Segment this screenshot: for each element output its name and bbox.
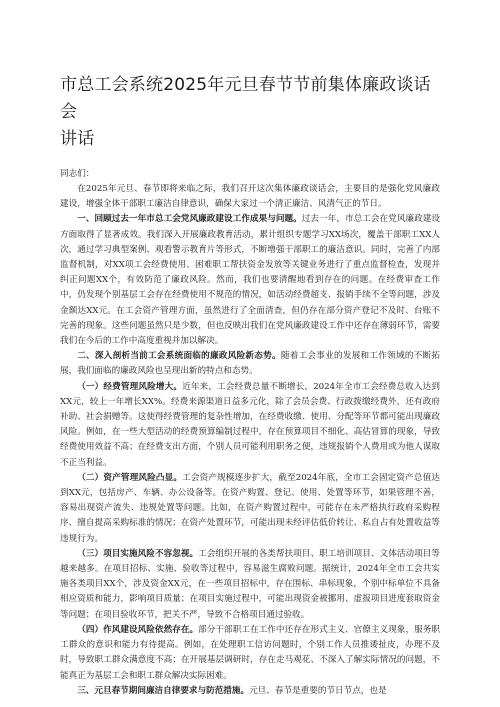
subsection-heading: （二）资产管理风险凸显。	[77, 472, 183, 483]
subsection-funds-risk	[60, 380, 440, 471]
paragraph-text: 过去一年，市总工会在党风廉政建设方面取得了显著成效。我们深入开展廉政教育活动，累计组织专题学习XX场次，覆盖干部职工XX人次，通过学习典型案例、观看警示教育片等形式，不断增强干部职工的廉洁意识。同时，完善了内部监督机制，对XX项工会经费使用、困难职工帮扶资金发放等关键业务进行了重点监督检查，发现并纠正问题XX个，有效防范了廉政风险。然而，我们也要清醒地看到存在的问题。在经费审查工作中，仍发现个别基层工会存在经费使用不规范的情况，如活动经费超支、报销手续不全等问题，涉及金额达XX元。在工会资产管理方面，虽然进行了全面清查，但仍存在部分资产登记不及时、台账不完善的现象。这些问题虽然只是少数，但也反映出我们在党风廉政建设工作中还存在薄弱环节，需要我们在今后的工作中高度重视并加以解决。	[60, 214, 440, 347]
subsection-conduct-risk	[60, 623, 440, 684]
section-heading: 三、元旦春节期间廉洁自律要求与防范措施。	[77, 685, 250, 696]
section-heading: 一、回顾过去一年市总工会党风廉政建设工作成果与问题。	[77, 214, 302, 225]
subsection-heading: （四）作风建设风险依然存在。	[77, 624, 199, 635]
section-review	[60, 212, 440, 349]
paragraph-text: 元旦、春节是重要的节日节点，也是	[249, 685, 387, 696]
paragraph-intro	[60, 182, 440, 212]
title-line-1: 市总工会系统2025年元旦春节节前集体廉政谈话会	[60, 75, 431, 122]
paragraph-text: 部分干部职工在工作中还存在形式主义、官僚主义现象，服务职工群众的意识和能力有待提高。例如，在处理职工信访问题时，个别工作人员推诿扯皮，办理不及时，导致职工群众满意度不高；在开展基层调研时，存在走马观花、不深入了解实际情况的问题，不能真正为基层工会和职工群众解决实际困难。	[60, 624, 440, 681]
subsection-heading: （三）项目实施风险不容忽视。	[77, 548, 199, 559]
page-title	[60, 72, 440, 153]
section-risk-analysis	[60, 349, 440, 379]
title-line-2: 讲话	[60, 129, 95, 149]
greeting: 同志们：	[60, 169, 95, 179]
paragraph-text: 在2025年元旦、春节即将来临之际，我们召开这次集体廉政谈话会，主要目的是强化党风廉政建设，增强全体干部职工廉洁自律意识，确保大家过一个清正廉洁、风清气正的节日。	[60, 184, 440, 210]
section-heading: 二、深入剖析当前工会系统面临的廉政风险新态势。	[77, 351, 281, 362]
paragraph-text: 工会资产规模逐步扩大，截至2024年底，全市工会固定资产总值达到XX元，包括房产、车辆、办公设备等。在资产购置、登记、使用、处置等环节，如果管理不善，容易出现资产流失、违规处置等问题。比如，在资产购置过程中，可能存在未严格执行政府采购程序、擅自提高采购标准的情况；在资产处置环节，可能出现未经评估低价转让、私自占有处置收益等违规行为。	[60, 472, 440, 544]
subsection-heading: （一）经费管理风险增大。	[77, 381, 183, 392]
paragraph-text: 近年来，工会经费总量不断增长，2024年全市工会经费总收入达到XX元，较上一年增长XX%。经费来源渠道日益多元化，除了会员会费、行政拨缴经费外，还有政府补助、社会捐赠等。这使得经费管理的复杂性增加，在经费收缴、使用、分配等环节都可能出现廉政风险。例如，在一些大型活动的经费预算编制过程中，存在预算项目不细化、高估冒算的现象，导致经费使用效益不高；在经费支出方面，个别人员可能利用职务之便，违规报销个人费用或为他人谋取不正当利益。	[60, 381, 440, 468]
subsection-project-risk	[60, 547, 440, 623]
section-holiday-requirements	[60, 684, 440, 699]
subsection-asset-risk	[60, 471, 440, 547]
paragraph-text: 随着工会事业的发展和工作领域的不断拓展，我们面临的廉政风险也呈现出新的特点和态势。	[60, 351, 440, 377]
paragraph-text: 工会组织开展的各类帮扶项目、职工培训项目、文体活动项目等越来越多。在项目招标、实施、验收等过程中，容易滋生腐败问题。据统计，2024年全市工会共实施各类项目XX个，涉及资金XX元，在一些项目招标中，存在围标、串标现象，个别中标单位不具备相应资质和能力，影响项目质量；在项目实施过程中，可能出现资金被挪用、虚报项目进度套取资金等问题；在项目验收环节，把关不严，导致不合格项目通过验收。	[60, 548, 440, 620]
